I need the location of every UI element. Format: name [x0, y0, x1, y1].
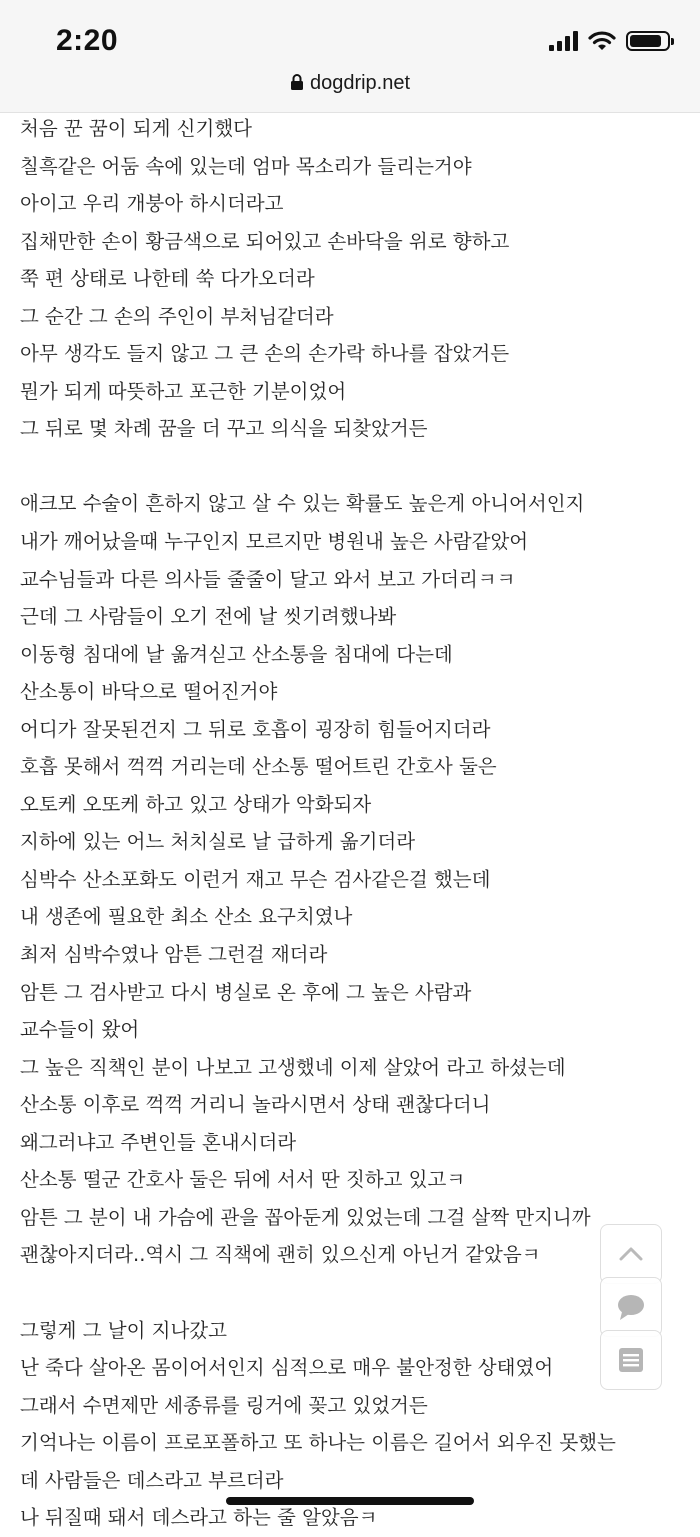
url-text[interactable]: dogdrip.net: [309, 72, 411, 94]
address-bar[interactable]: [0, 72, 700, 95]
list-button[interactable]: [600, 1330, 662, 1390]
text-line: 데 사람들은 데스라고 부르더라: [20, 1468, 284, 1492]
paragraph-break: [20, 448, 680, 486]
comments-button[interactable]: [600, 1277, 662, 1337]
battery-icon: [626, 31, 670, 51]
text-line: 나 뒤질때 돼서 데스라고 하는 줄 알았음ㅋ: [20, 1506, 378, 1530]
text-line: 산소통이 바닥으로 떨어진거야: [20, 680, 278, 704]
text-line: 난 죽다 살아온 몸이어서인지 심적으로 매우 불안정한 상태였어: [20, 1356, 554, 1380]
text-line: 애크모 수술이 흔하지 않고 살 수 있는 확률도 높은게 아니어서인지: [20, 492, 585, 516]
text-line: 왜그러냐고 주변인들 혼내시더라: [20, 1130, 297, 1154]
scroll-top-button[interactable]: [600, 1224, 662, 1284]
text-line: 내가 깨어났을때 누구인지 모르지만 병원내 높은 사람같았어: [20, 530, 529, 554]
text-line: 암튼 그 분이 내 가슴에 관을 꼽아둔게 있었는데 그걸 살짝 만지니까: [20, 1205, 591, 1229]
text-line: 아이고 우리 개붕아 하시더라고: [20, 192, 284, 216]
status-time: 2:20: [56, 24, 119, 57]
text-line: 심박수 산소포화도 이런거 재고 무슨 검사같은걸 했는데: [20, 867, 491, 891]
text-line: 집채만한 손이 황금색으로 되어있고 손바닥을 위로 향하고: [20, 229, 510, 253]
text-line: 교수들이 왔어: [20, 1018, 140, 1042]
text-line: 암튼 그 검사받고 다시 병실로 온 후에 그 높은 사람과: [20, 980, 472, 1004]
text-line: 어디가 잘못된건지 그 뒤로 호흡이 굉장히 힘들어지더라: [20, 717, 491, 741]
text-line: 호흡 못해서 꺽꺽 거리는데 산소통 떨어트린 간호사 둘은: [20, 755, 497, 779]
text-line: 근데 그 사람들이 오기 전에 날 씻기려했나봐: [20, 605, 397, 629]
status-icons: [549, 30, 670, 52]
text-line: 그 높은 직책인 분이 나보고 고생했네 이제 살았어 라고 하셨는데: [20, 1055, 566, 1079]
text-line: 오토케 오또케 하고 있고 상태가 악화되자: [20, 792, 372, 816]
wifi-icon: [588, 30, 616, 52]
text-line: 괜찮아지더라..역시 그 직책에 괜히 있으신게 아닌거 같았음ㅋ: [20, 1243, 541, 1267]
text-line: 지하에 있는 어느 처치실로 날 급하게 옮기더라: [20, 830, 416, 854]
browser-top-bar: [0, 0, 700, 113]
paragraph-break: [20, 1274, 680, 1312]
text-line: 뭔가 되게 따뜻하고 포근한 기분이었어: [20, 379, 347, 403]
comment-icon: [616, 1293, 646, 1321]
article-body: [20, 110, 680, 1537]
text-line: 처음 꾼 꿈이 되게 신기했다: [20, 117, 253, 140]
text-line: 그 뒤로 몇 차례 꿈을 더 꾸고 의식을 되찾았거든: [20, 417, 428, 441]
text-line: 산소통 이후로 꺽꺽 거리니 놀라시면서 상태 괜찮다더니: [20, 1093, 491, 1117]
text-line: 아무 생각도 들지 않고 그 큰 손의 손가락 하나를 잡았거든: [20, 342, 510, 366]
text-line: 쭉 편 상태로 나한테 쑥 다가오더라: [20, 267, 315, 291]
text-line: 이동형 침대에 날 옮겨싣고 산소통을 침대에 다는데: [20, 642, 453, 666]
text-line: 내 생존에 필요한 최소 산소 요구치였나: [20, 905, 353, 929]
text-line: 그렇게 그 날이 지나갔고: [20, 1318, 227, 1342]
lock-icon: [290, 73, 304, 91]
text-line: 그 순간 그 손의 주인이 부처님같더라: [20, 304, 334, 328]
cellular-signal-icon: [549, 31, 578, 51]
list-icon: [617, 1346, 645, 1374]
text-line: 교수님들과 다른 의사들 줄줄이 달고 와서 보고 가더리ㅋㅋ: [20, 567, 516, 591]
chevron-up-icon: [618, 1246, 644, 1262]
text-line: 산소통 떨군 간호사 둘은 뒤에 서서 딴 짓하고 있고ㅋ: [20, 1168, 466, 1192]
text-line: 최저 심박수였나 암튼 그런걸 재더라: [20, 943, 328, 967]
text-line: 칠흑같은 어둠 속에 있는데 엄마 목소리가 들리는거야: [20, 154, 472, 178]
text-line: 그래서 수면제만 세종류를 링거에 꽂고 있었거든: [20, 1393, 428, 1417]
battery-level: [630, 35, 661, 47]
home-indicator: [226, 1497, 474, 1505]
text-line: 기억나는 이름이 프로포폴하고 또 하나는 이름은 길어서 외우진 못했는: [20, 1431, 616, 1455]
